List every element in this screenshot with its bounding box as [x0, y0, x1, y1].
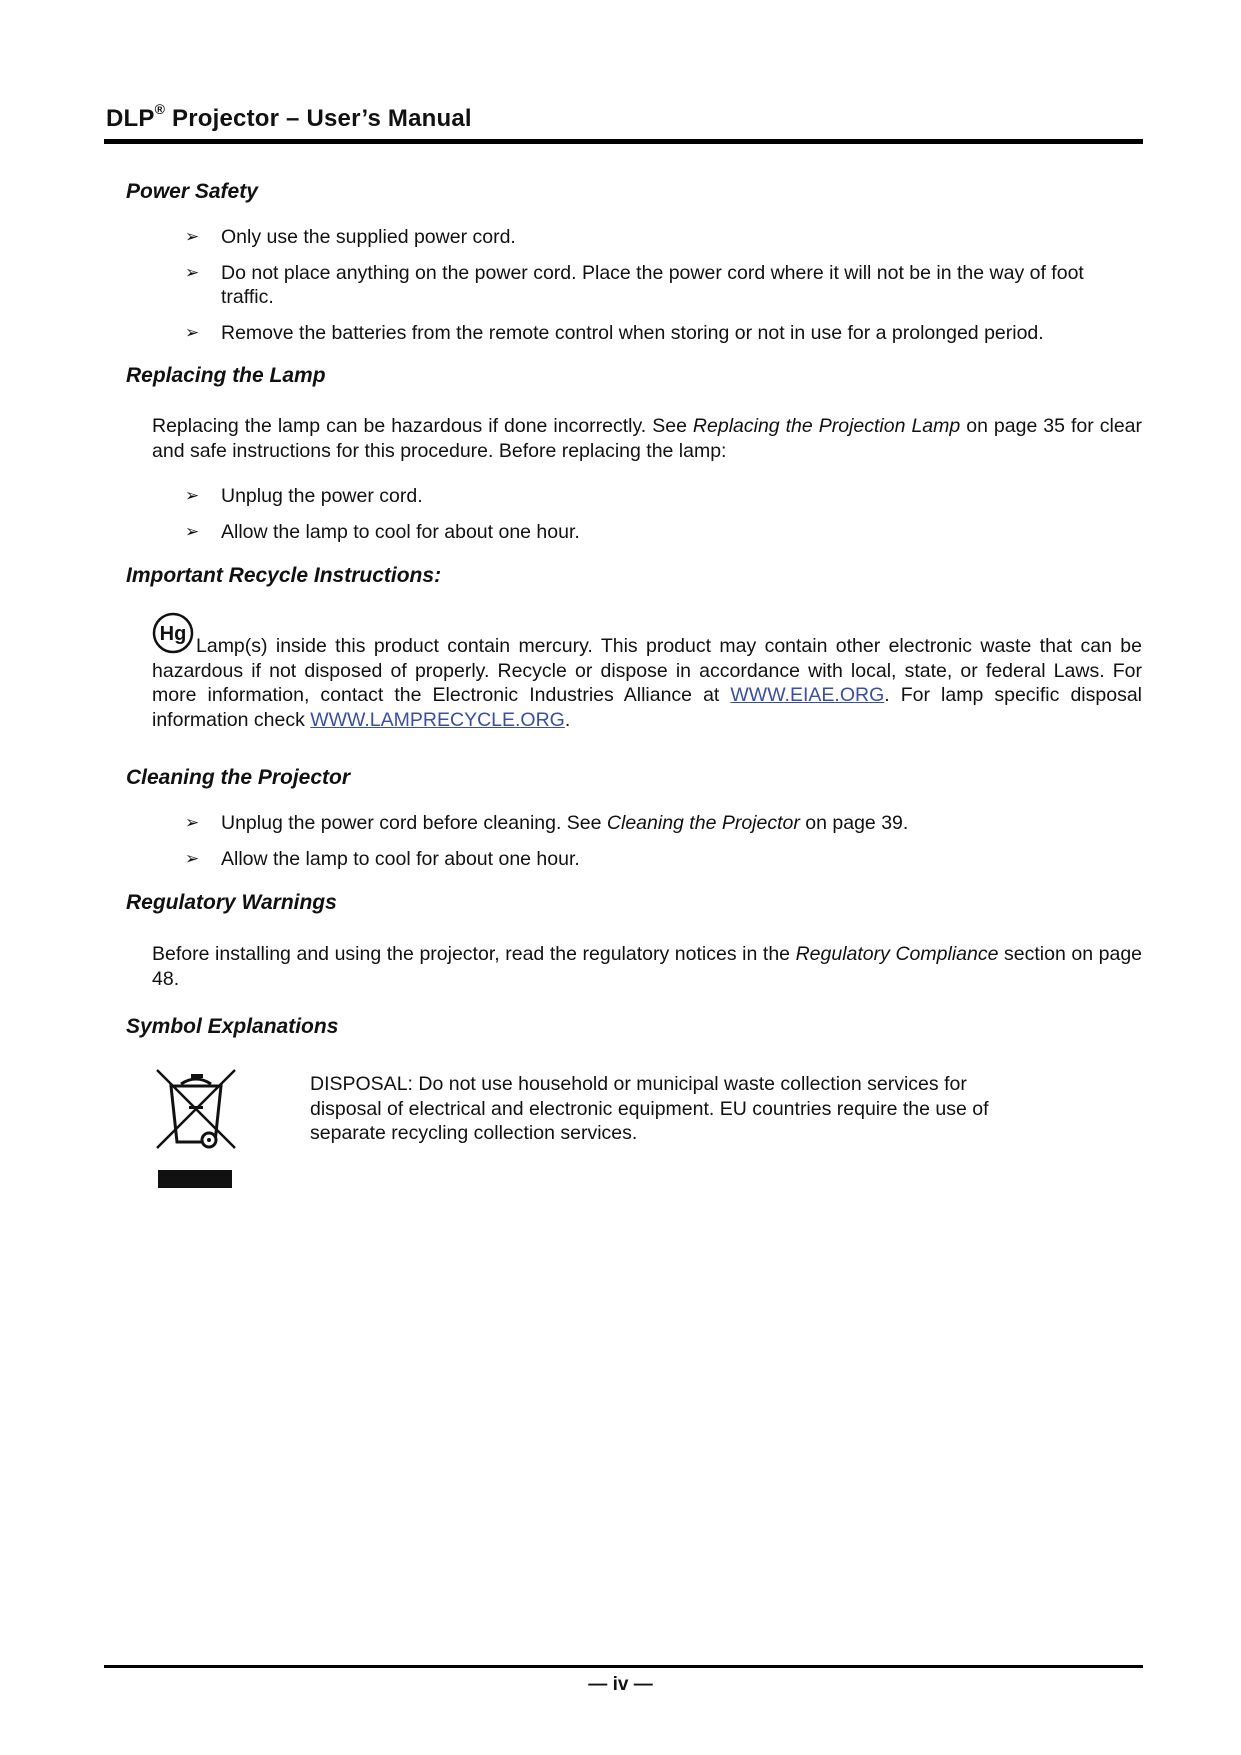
- text: Before installing and using the projector, read the regulatory notices in the: [152, 943, 796, 965]
- arrow-bullet-icon: ➢: [185, 522, 200, 541]
- disposal-explanation: DISPOSAL: Do not use household or municipal waste collection services for disposal of electrical and electronic equipment. EU countries require the use of separate recycling collection services.: [310, 1073, 989, 1144]
- link-eiae[interactable]: WWW.EIAE.ORG: [730, 684, 885, 706]
- cross-reference: Cleaning the Projector: [606, 812, 800, 834]
- heading-symbol-explanations: Symbol Explanations: [126, 1015, 339, 1038]
- text: on page 39.: [799, 812, 909, 834]
- svg-text:Hg: Hg: [159, 623, 187, 645]
- regulatory-paragraph: [152, 942, 1142, 991]
- text: section on page 48.: [152, 943, 1143, 990]
- cross-reference: Replacing the Projection Lamp: [692, 415, 961, 437]
- title-rest: Projector – User’s Manual: [165, 105, 472, 132]
- footer-rule: [104, 1665, 1143, 1668]
- text: Lamp(s) inside this product contain mercury. This product may contain other electronic waste that can be hazardous if not disposed of properly. Recycle or dispose in accordance with local, state, or federal Laws. For more information, contact the Electronic Industries Alliance at: [152, 635, 1142, 706]
- arrow-bullet-icon: ➢: [185, 263, 200, 282]
- arrow-bullet-icon: ➢: [185, 486, 200, 505]
- bullet-text: Allow the lamp to cool for about one hour.: [221, 521, 580, 543]
- arrow-bullet-icon: ➢: [185, 323, 200, 342]
- title-prefix: DLP: [106, 105, 155, 132]
- bullet-text: Allow the lamp to cool for about one hour.: [221, 848, 580, 870]
- mercury-hg-icon: [152, 612, 194, 654]
- recycle-paragraph: [152, 612, 1142, 732]
- bullet-text: [221, 811, 1131, 835]
- heading-recycle-instructions: Important Recycle Instructions:: [126, 564, 442, 587]
- link-lamprecycle[interactable]: WWW.LAMPRECYCLE.ORG: [310, 708, 565, 731]
- cross-reference: Regulatory Compliance: [795, 943, 999, 965]
- page-header-title: [106, 101, 472, 133]
- text: .: [564, 708, 571, 731]
- replacing-lamp-paragraph: [152, 414, 1142, 463]
- registered-mark: ®: [154, 101, 166, 117]
- weee-crossed-bin-icon: [153, 1066, 239, 1190]
- arrow-bullet-icon: ➢: [185, 813, 200, 832]
- text: . For lamp specific disposal information check: [152, 684, 1142, 731]
- heading-regulatory-warnings: Regulatory Warnings: [126, 891, 337, 914]
- text: on page 35 for clear and safe instructions for this procedure. Before replacing the lamp:: [152, 415, 1143, 462]
- bullet-text: Only use the supplied power cord.: [221, 226, 516, 248]
- heading-replacing-lamp: Replacing the Lamp: [126, 364, 326, 387]
- heading-power-safety: Power Safety: [126, 180, 258, 203]
- page-number: — iv —: [588, 1674, 653, 1695]
- bullet-text: Do not place anything on the power cord. Place the power cord where it will not be in the way of foot traffic.: [221, 262, 1084, 308]
- header-rule: [104, 139, 1143, 144]
- text: Unplug the power cord before cleaning. See: [221, 812, 607, 834]
- bullet-text: Remove the batteries from the remote control when storing or not in use for a prolonged period.: [221, 322, 1044, 344]
- heading-cleaning-projector: Cleaning the Projector: [126, 766, 351, 789]
- arrow-bullet-icon: ➢: [185, 227, 200, 246]
- bullet-text: Unplug the power cord.: [221, 485, 423, 507]
- text: Replacing the lamp can be hazardous if done incorrectly. See: [152, 415, 693, 437]
- arrow-bullet-icon: ➢: [185, 849, 200, 868]
